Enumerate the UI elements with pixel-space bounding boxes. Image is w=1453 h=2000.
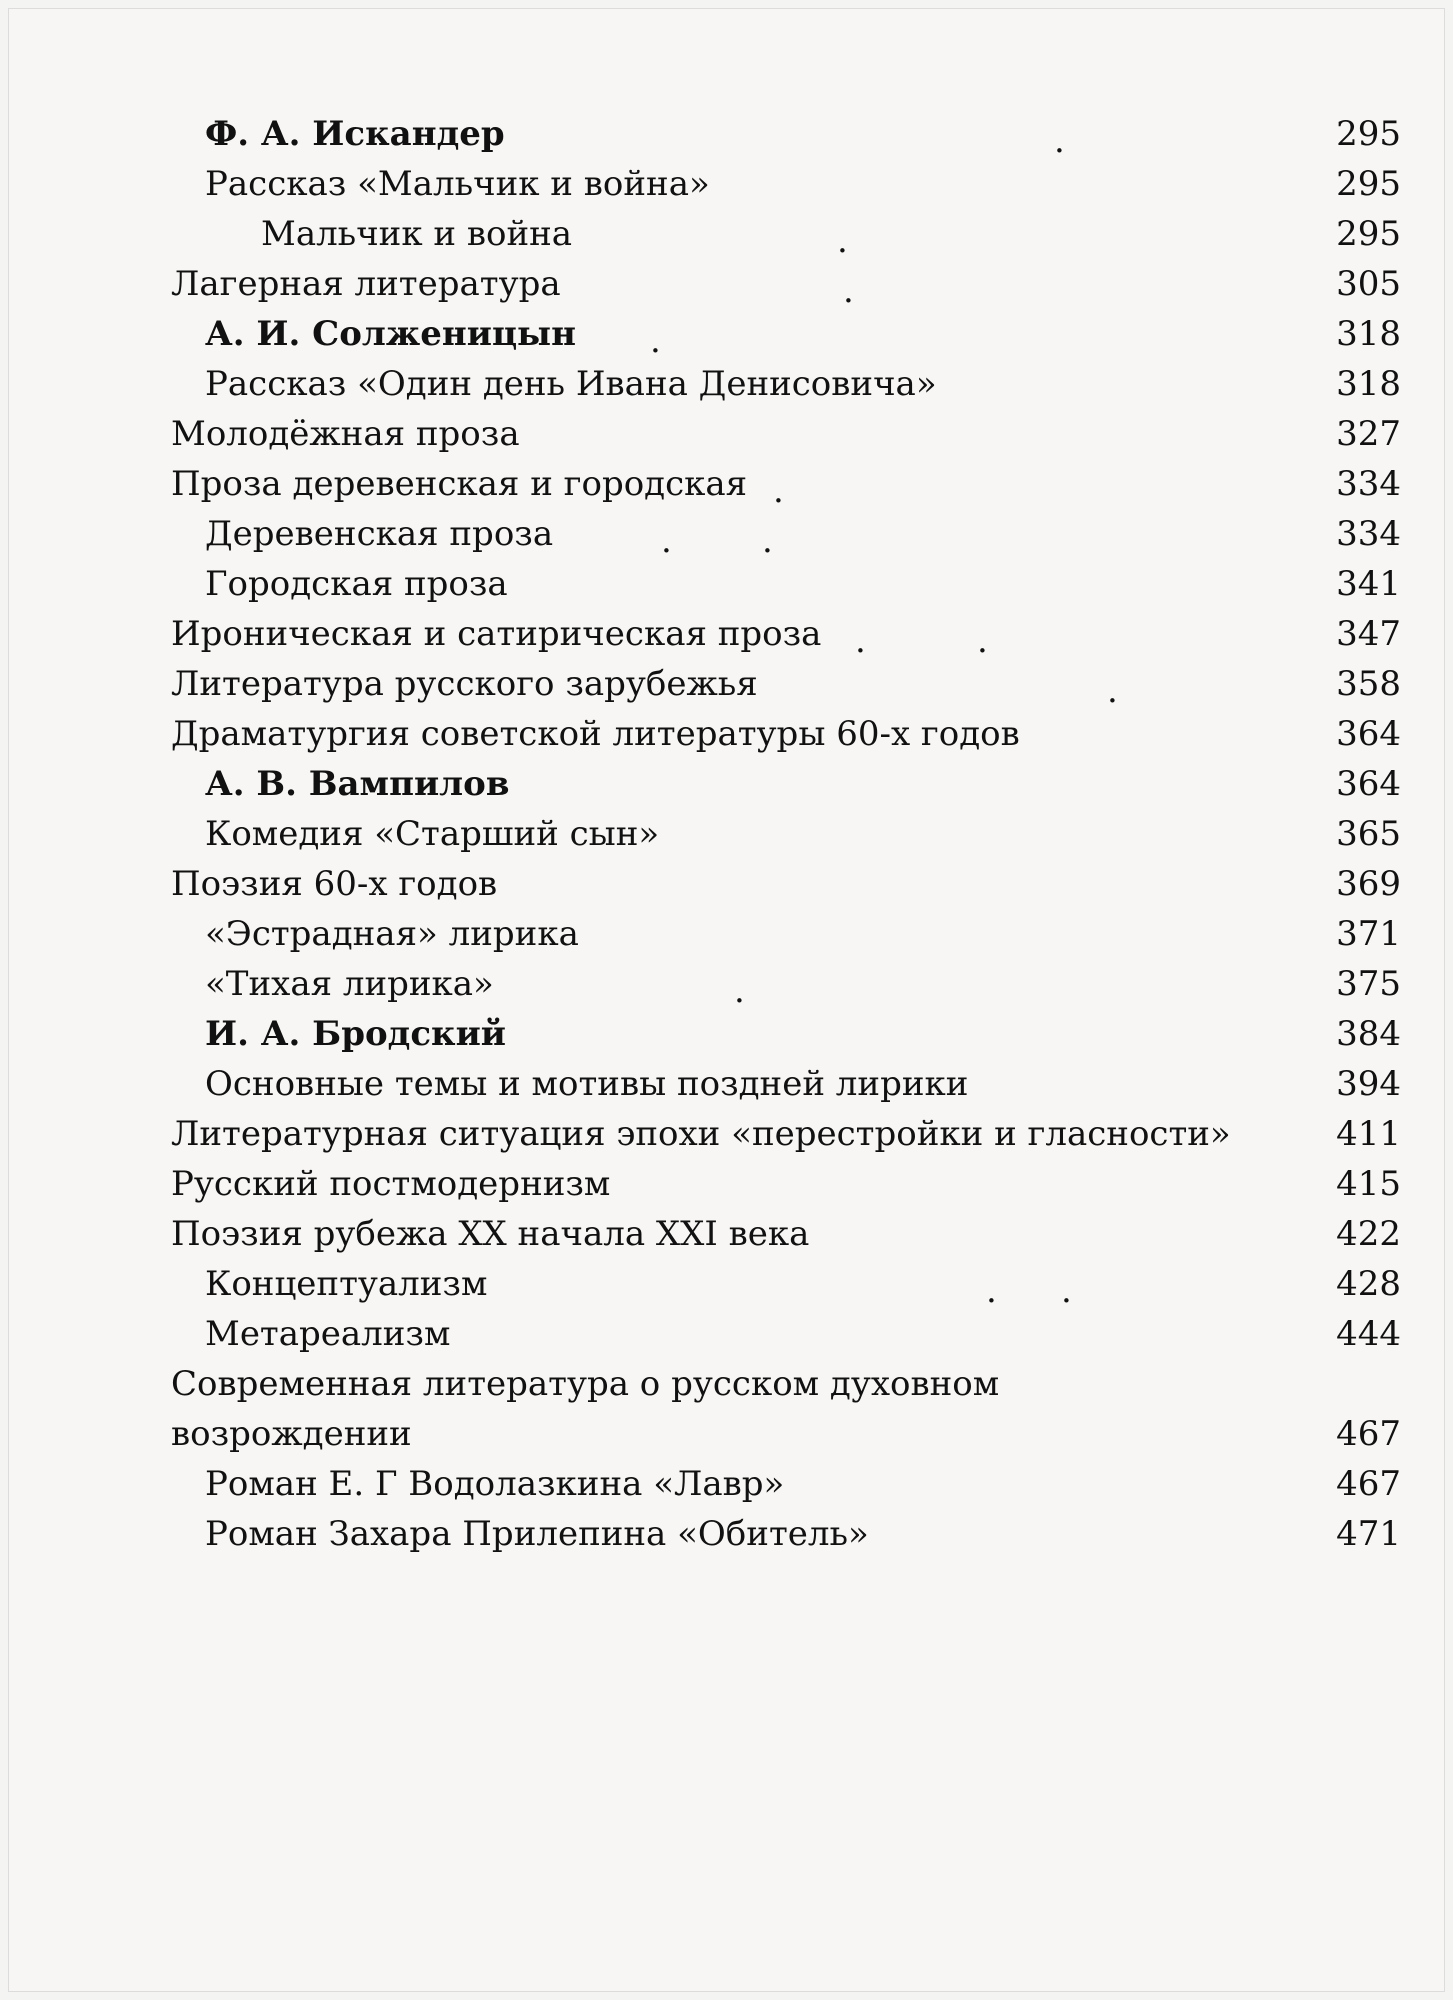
toc-entry-title: Городская проза — [205, 564, 508, 604]
toc-entry — [171, 1214, 1401, 1264]
leader-dot: . — [773, 471, 784, 511]
toc-entry-title: А. И. Солженицын — [205, 314, 577, 354]
toc-entry-page: 411 — [1336, 1114, 1401, 1154]
leader-dot: . — [650, 321, 661, 361]
toc-entry-page: 327 — [1336, 414, 1401, 454]
toc-entry-page: 334 — [1336, 464, 1401, 504]
toc-entry — [171, 1314, 1401, 1364]
toc-entry — [171, 1464, 1401, 1514]
toc-entry-page: 318 — [1336, 364, 1401, 404]
toc-entry-title: И. А. Бродский — [205, 1014, 507, 1054]
toc-entry-page: 295 — [1336, 214, 1401, 254]
toc-entry — [171, 1414, 1401, 1464]
toc-entry-page: 295 — [1336, 164, 1401, 204]
toc-entry — [171, 664, 1401, 714]
toc-entry — [171, 464, 1401, 514]
toc-entry — [171, 614, 1401, 664]
toc-entry — [171, 964, 1401, 1014]
leader-dot: . — [762, 521, 773, 561]
book-page — [8, 8, 1445, 1992]
toc-entry-page: 364 — [1336, 714, 1401, 754]
toc-entry — [171, 1014, 1401, 1064]
toc-entry — [171, 1264, 1401, 1314]
toc-entry-title: Литературная ситуация эпохи «перестройки и гласности» — [171, 1114, 1231, 1154]
toc-entry-title: Рассказ «Мальчик и война» — [205, 164, 710, 204]
toc-entry-title: Поэзия рубежа XX начала XXI века — [171, 1214, 810, 1254]
toc-entry — [171, 714, 1401, 764]
toc-entry-page: 334 — [1336, 514, 1401, 554]
toc-entry-title: Комедия «Старший сын» — [205, 814, 660, 854]
toc-entry — [171, 264, 1401, 314]
toc-entry-page: 428 — [1336, 1264, 1401, 1304]
toc-entry — [171, 214, 1401, 264]
toc-entry-title: «Эстрадная» лирика — [205, 914, 579, 954]
toc-entry-title: Основные темы и мотивы поздней лирики — [205, 1064, 969, 1104]
toc-entry — [171, 864, 1401, 914]
toc-entry-page: 467 — [1336, 1414, 1401, 1454]
leader-dot: . — [1054, 121, 1065, 161]
toc-entry — [171, 364, 1401, 414]
toc-entry-page: 415 — [1336, 1164, 1401, 1204]
leader-dot: . — [1107, 671, 1118, 711]
leader-dot: . — [855, 621, 866, 661]
toc-entry-title: «Тихая лирика» — [205, 964, 494, 1004]
toc-entry-page: 364 — [1336, 764, 1401, 804]
toc-entry-page: 347 — [1336, 614, 1401, 654]
toc-entry-title: Деревенская проза — [205, 514, 554, 554]
toc-entry-page: 341 — [1336, 564, 1401, 604]
toc-entry — [171, 164, 1401, 214]
toc-entry-title: Молодёжная проза — [171, 414, 520, 454]
toc-entry-page: 358 — [1336, 664, 1401, 704]
toc-entry-page: 422 — [1336, 1214, 1401, 1254]
toc-entry-title: Мальчик и война — [261, 214, 573, 254]
toc-entry-title: Проза деревенская и городская — [171, 464, 748, 504]
toc-entry — [171, 314, 1401, 364]
toc-entry-page: 371 — [1336, 914, 1401, 954]
leader-dot: . — [843, 271, 854, 311]
toc-entry-page: 365 — [1336, 814, 1401, 854]
toc-entry-title: Современная литература о русском духовном — [171, 1364, 1000, 1404]
toc-entry — [171, 1514, 1401, 1564]
toc-entry — [171, 914, 1401, 964]
toc-entry — [171, 514, 1401, 564]
toc-entry-title: возрождении — [171, 1414, 412, 1454]
toc-entry-title: Лагерная литература — [171, 264, 561, 304]
toc-entry-page: 369 — [1336, 864, 1401, 904]
toc-entry — [171, 1164, 1401, 1214]
toc-entry — [171, 1064, 1401, 1114]
toc-entry-title: А. В. Вампилов — [205, 764, 510, 804]
toc-entry-title: Ф. А. Искандер — [205, 114, 505, 154]
toc-entry-title: Роман Е. Г Водолазкина «Лавр» — [205, 1464, 785, 1504]
leader-dot: . — [837, 221, 848, 261]
toc-entry-title: Литература русского зарубежья — [171, 664, 758, 704]
toc-entry-title: Драматургия советской литературы 60-х годов — [171, 714, 1020, 754]
toc-entry-title: Ироническая и сатирическая проза — [171, 614, 822, 654]
toc-entry-page: 444 — [1336, 1314, 1401, 1354]
toc-entry-title: Метареализм — [205, 1314, 451, 1354]
toc-entry-page: 318 — [1336, 314, 1401, 354]
toc-entry — [171, 564, 1401, 614]
toc-entry-page: 295 — [1336, 114, 1401, 154]
leader-dot: . — [977, 621, 988, 661]
toc-entry-title: Русский постмодернизм — [171, 1164, 611, 1204]
toc-entry-title: Концептуализм — [205, 1264, 488, 1304]
toc-entry — [171, 414, 1401, 464]
toc-entry-title: Роман Захара Прилепина «Обитель» — [205, 1514, 869, 1554]
leader-dot: . — [661, 521, 672, 561]
toc-entry-page: 467 — [1336, 1464, 1401, 1504]
toc-entry-page: 471 — [1336, 1514, 1401, 1554]
toc-entry-page: 305 — [1336, 264, 1401, 304]
toc-entry — [171, 1114, 1401, 1164]
toc-entry — [171, 1364, 1401, 1414]
table-of-contents — [9, 9, 1444, 1991]
toc-entry — [171, 114, 1401, 164]
toc-entry-page: 384 — [1336, 1014, 1401, 1054]
toc-entry-title: Рассказ «Один день Ивана Денисовича» — [205, 364, 937, 404]
toc-entry — [171, 814, 1401, 864]
toc-entry-page: 375 — [1336, 964, 1401, 1004]
toc-entry-title: Поэзия 60-х годов — [171, 864, 498, 904]
toc-entry — [171, 764, 1401, 814]
leader-dot: . — [1061, 1271, 1072, 1311]
leader-dot: . — [734, 971, 745, 1011]
leader-dot: . — [986, 1271, 997, 1311]
toc-entry-page: 394 — [1336, 1064, 1401, 1104]
